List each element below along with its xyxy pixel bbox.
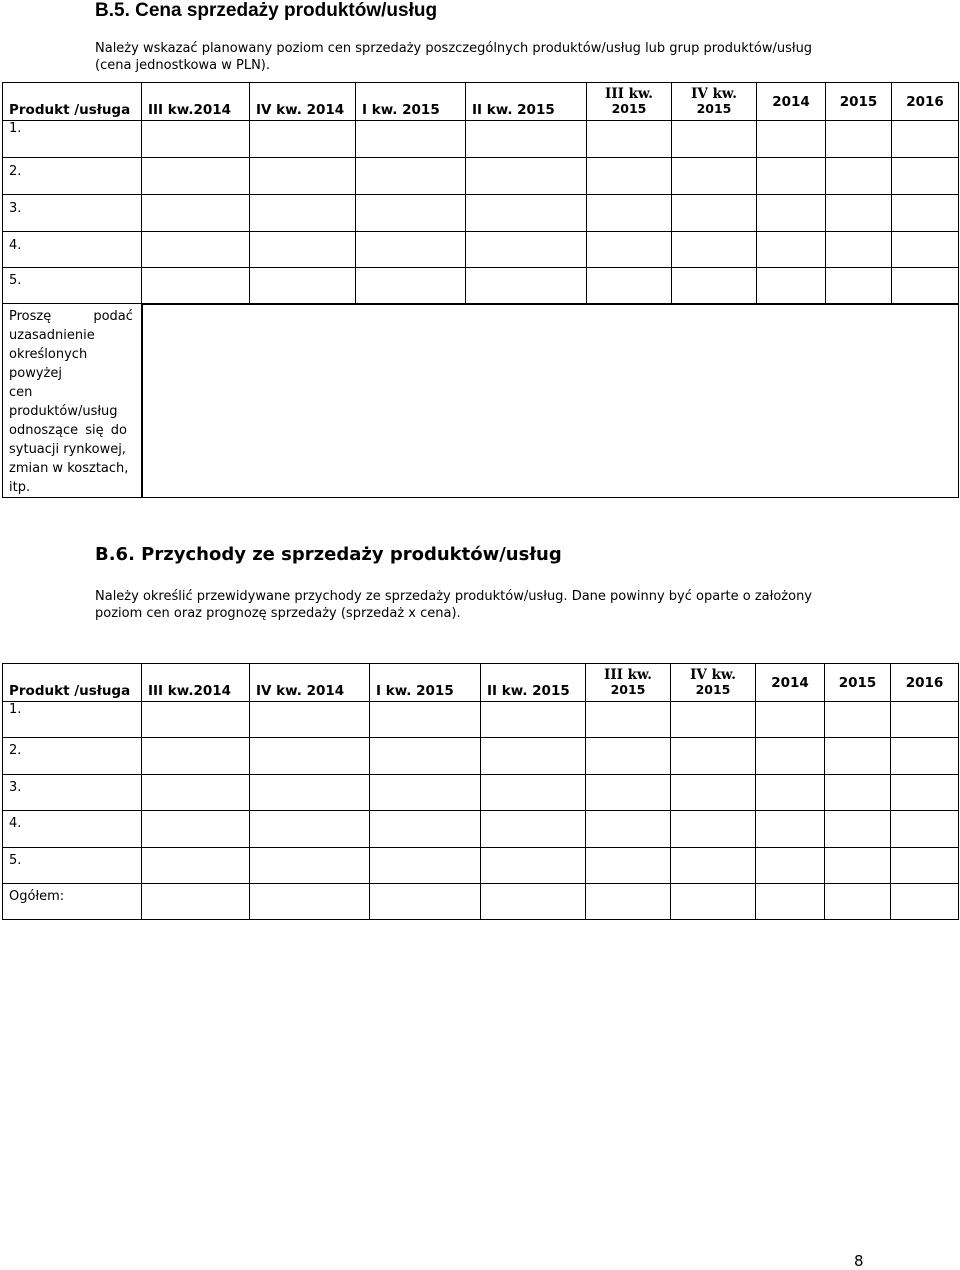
section-b6-description <box>95 588 812 622</box>
table-row <box>3 158 959 195</box>
table-cell[interactable] <box>250 738 370 775</box>
justification-line: Proszę podać <box>9 309 133 324</box>
table-cell[interactable] <box>671 702 756 738</box>
table-cell[interactable] <box>250 158 356 195</box>
section-b5-desc-line2: (cena jednostkowa w PLN). <box>95 58 271 73</box>
table-cell[interactable] <box>672 195 757 232</box>
row-label: 3. <box>3 195 142 232</box>
col-header-q1-2015: I kw. 2015 <box>356 83 466 121</box>
table-cell[interactable] <box>142 121 250 158</box>
table-cell[interactable] <box>891 702 959 738</box>
table-cell[interactable] <box>481 775 586 811</box>
table-cell[interactable] <box>891 884 959 920</box>
row-label: 1. <box>3 702 142 738</box>
table-cell[interactable] <box>250 702 370 738</box>
table-cell[interactable] <box>481 884 586 920</box>
justification-line: odnoszące się do <box>9 423 127 438</box>
table-cell[interactable] <box>672 232 757 268</box>
row-label: 2. <box>3 158 142 195</box>
table-row <box>3 195 959 232</box>
table-cell[interactable] <box>825 811 891 848</box>
table-cell[interactable] <box>142 848 250 884</box>
justification-line: produktów/usług <box>9 404 118 419</box>
table-row <box>3 702 959 738</box>
table-cell[interactable] <box>671 811 756 848</box>
table-cell[interactable] <box>587 121 672 158</box>
table-row <box>3 268 959 304</box>
table-cell[interactable] <box>481 848 586 884</box>
table-cell[interactable] <box>250 811 370 848</box>
col-header-q3-2014: III kw.2014 <box>142 83 250 121</box>
table-cell[interactable] <box>891 738 959 775</box>
section-b5-desc-line1: Należy wskazać planowany poziom cen sprzedaży poszczególnych produktów/usług lub grup produktów/usług <box>95 41 813 56</box>
justification-line: uzasadnienie <box>9 328 95 343</box>
table-cell[interactable] <box>370 848 481 884</box>
table-cell[interactable] <box>250 848 370 884</box>
table-cell[interactable] <box>671 738 756 775</box>
table-cell[interactable] <box>586 848 671 884</box>
price-table <box>2 82 959 498</box>
table-cell[interactable] <box>142 195 250 232</box>
justification-label <box>3 304 142 498</box>
table-cell[interactable] <box>466 268 587 304</box>
revenue-table-header-row <box>3 664 959 702</box>
table-cell[interactable] <box>826 121 892 158</box>
table-cell[interactable] <box>142 158 250 195</box>
table-cell[interactable] <box>250 195 356 232</box>
table-cell[interactable] <box>250 775 370 811</box>
table-cell[interactable] <box>892 121 959 158</box>
section-b5-title: B.5. Cena sprzedaży produktów/usług <box>95 0 438 21</box>
table-cell[interactable] <box>142 811 250 848</box>
table-cell[interactable] <box>756 702 825 738</box>
table-cell[interactable] <box>826 195 892 232</box>
section-b6-desc-line2: poziom cen oraz prognozę sprzedaży (sprzedaż x cena). <box>95 606 461 621</box>
table-cell[interactable] <box>586 775 671 811</box>
table-cell[interactable] <box>671 848 756 884</box>
col-header-2015: 2015 <box>825 664 891 702</box>
page-number: 8 <box>854 1252 864 1270</box>
table-cell[interactable] <box>356 158 466 195</box>
table-cell[interactable] <box>370 738 481 775</box>
table-cell[interactable] <box>672 158 757 195</box>
table-cell[interactable] <box>892 268 959 304</box>
table-cell[interactable] <box>586 884 671 920</box>
col-header-q3-2015: III kw. 2015 <box>587 83 672 121</box>
col-header-q4-2015: IV kw. 2015 <box>671 664 756 702</box>
table-cell[interactable] <box>587 268 672 304</box>
col-header-q4-2015: IV kw. 2015 <box>672 83 757 121</box>
table-cell[interactable] <box>891 848 959 884</box>
table-cell[interactable] <box>672 121 757 158</box>
table-cell[interactable] <box>891 811 959 848</box>
justification-line: zmian w kosztach, <box>9 461 129 476</box>
table-cell[interactable] <box>250 232 356 268</box>
col-header-q2-2015: II kw. 2015 <box>466 83 587 121</box>
justification-row <box>3 304 959 498</box>
total-row <box>3 884 959 920</box>
justification-line: itp. <box>9 480 31 495</box>
table-cell[interactable] <box>826 268 892 304</box>
col-header-q3-2014: III kw.2014 <box>142 664 250 702</box>
table-cell[interactable] <box>891 775 959 811</box>
table-cell[interactable] <box>142 702 250 738</box>
col-header-q2-2015: II kw. 2015 <box>481 664 586 702</box>
table-cell[interactable] <box>825 702 891 738</box>
table-cell[interactable] <box>671 884 756 920</box>
table-cell[interactable] <box>142 775 250 811</box>
table-cell[interactable] <box>142 738 250 775</box>
justification-line: sytuacji rynkowej, <box>9 442 126 457</box>
table-cell[interactable] <box>756 884 825 920</box>
table-cell[interactable] <box>587 195 672 232</box>
table-cell[interactable] <box>356 232 466 268</box>
table-cell[interactable] <box>356 195 466 232</box>
table-row <box>3 811 959 848</box>
table-cell[interactable] <box>826 158 892 195</box>
col-header-product: Produkt /usługa <box>3 664 142 702</box>
table-cell[interactable] <box>757 195 826 232</box>
row-label: 2. <box>3 738 142 775</box>
table-row <box>3 121 959 158</box>
justification-line: powyżej cen <box>9 366 62 400</box>
table-cell[interactable] <box>370 811 481 848</box>
table-cell[interactable] <box>756 848 825 884</box>
table-cell[interactable] <box>250 121 356 158</box>
section-b6-title: B.6. Przychody ze sprzedaży produktów/usług <box>95 544 562 565</box>
table-cell[interactable] <box>466 232 587 268</box>
section-b6-desc-line1: Należy określić przewidywane przychody ze sprzedaży produktów/usług. Dane powinny być oparte o założony <box>95 589 812 604</box>
table-cell[interactable] <box>756 738 825 775</box>
justification-line: określonych <box>9 347 88 362</box>
table-cell[interactable] <box>757 121 826 158</box>
table-cell[interactable] <box>826 232 892 268</box>
row-label: 4. <box>3 232 142 268</box>
table-cell[interactable] <box>892 232 959 268</box>
table-cell[interactable] <box>466 158 587 195</box>
table-cell[interactable] <box>671 775 756 811</box>
table-row <box>3 232 959 268</box>
row-label: 4. <box>3 811 142 848</box>
table-cell[interactable] <box>481 738 586 775</box>
table-cell[interactable] <box>756 811 825 848</box>
table-cell[interactable] <box>142 884 250 920</box>
table-cell[interactable] <box>356 268 466 304</box>
col-header-2014: 2014 <box>756 664 825 702</box>
table-cell[interactable] <box>466 195 587 232</box>
price-table-header-row <box>3 83 959 121</box>
section-b5-description <box>95 40 812 74</box>
table-cell[interactable] <box>370 884 481 920</box>
justification-input-area[interactable] <box>142 304 959 498</box>
table-row <box>3 775 959 811</box>
table-cell[interactable] <box>756 775 825 811</box>
table-cell[interactable] <box>250 884 370 920</box>
row-label: 5. <box>3 268 142 304</box>
table-cell[interactable] <box>481 811 586 848</box>
table-cell[interactable] <box>892 158 959 195</box>
table-cell[interactable] <box>142 268 250 304</box>
col-header-2016: 2016 <box>892 83 959 121</box>
table-cell[interactable] <box>586 811 671 848</box>
table-cell[interactable] <box>370 775 481 811</box>
table-cell[interactable] <box>757 158 826 195</box>
table-cell[interactable] <box>825 738 891 775</box>
table-cell[interactable] <box>586 738 671 775</box>
row-label: 3. <box>3 775 142 811</box>
col-header-2016: 2016 <box>891 664 959 702</box>
table-cell[interactable] <box>825 848 891 884</box>
table-row <box>3 848 959 884</box>
col-header-2015: 2015 <box>826 83 892 121</box>
total-label: Ogółem: <box>3 884 142 920</box>
row-label: 1. <box>3 121 142 158</box>
col-header-q3-2015: III kw. 2015 <box>586 664 671 702</box>
col-header-q4-2014: IV kw. 2014 <box>250 83 356 121</box>
table-cell[interactable] <box>825 775 891 811</box>
table-cell[interactable] <box>757 232 826 268</box>
table-cell[interactable] <box>370 702 481 738</box>
table-cell[interactable] <box>142 232 250 268</box>
table-cell[interactable] <box>587 232 672 268</box>
table-cell[interactable] <box>250 268 356 304</box>
table-row <box>3 738 959 775</box>
col-header-q4-2014: IV kw. 2014 <box>250 664 370 702</box>
table-cell[interactable] <box>825 884 891 920</box>
table-cell[interactable] <box>672 268 757 304</box>
revenue-table <box>2 663 959 920</box>
table-cell[interactable] <box>892 195 959 232</box>
table-cell[interactable] <box>356 121 466 158</box>
col-header-2014: 2014 <box>757 83 826 121</box>
table-cell[interactable] <box>587 158 672 195</box>
table-cell[interactable] <box>481 702 586 738</box>
table-cell[interactable] <box>466 121 587 158</box>
table-cell[interactable] <box>586 702 671 738</box>
col-header-q1-2015: I kw. 2015 <box>370 664 481 702</box>
table-cell[interactable] <box>757 268 826 304</box>
col-header-product: Produkt /usługa <box>3 83 142 121</box>
row-label: 5. <box>3 848 142 884</box>
